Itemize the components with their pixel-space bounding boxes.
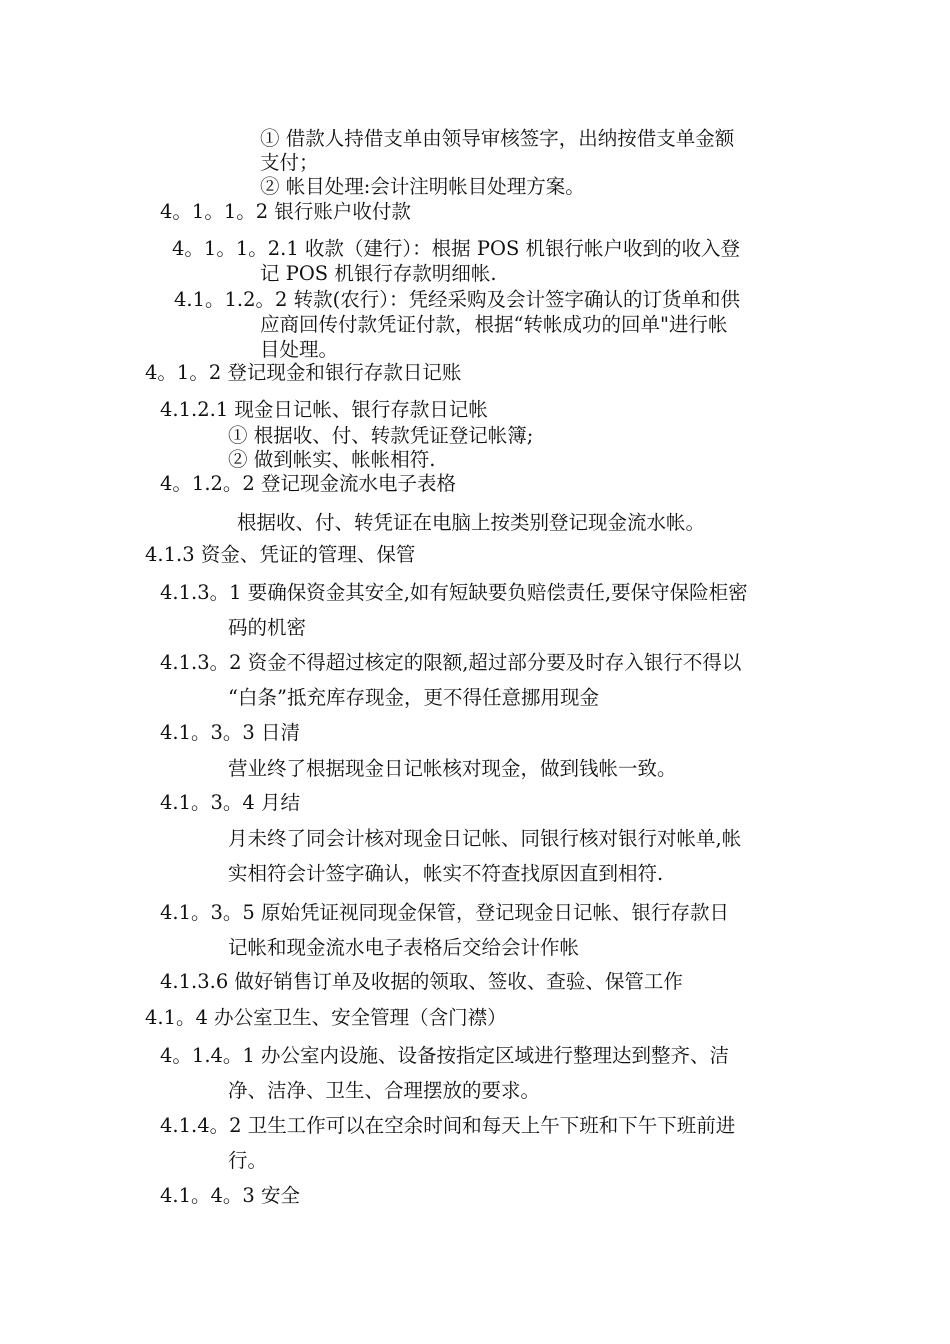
text-line: 记 POS 机银行存款明细帐. [260, 262, 497, 285]
text-line: ② 做到帐实、帐帐相符. [228, 448, 436, 471]
text-line: 4。1。1。2.1 收款（建行）：根据 POS 机银行帐户收到的收入登 [172, 237, 741, 260]
text-line: ② 帐目处理:会计注明帐目处理方案。 [260, 175, 585, 198]
text-line: 4.1。3。5 原始凭证视同现金保管，登记现金日记帐、银行存款日 [160, 901, 730, 924]
heading-line: 4。1.2。2 登记现金流水电子表格 [160, 472, 457, 495]
heading-line: 4.1.3 资金、凭证的管理、保管 [145, 543, 416, 566]
text-line: 行。 [228, 1149, 268, 1172]
text-line: 4.1.4。2 卫生工作可以在空余时间和每天上午下班和下午下班前进 [160, 1114, 736, 1137]
text-line: ① 借款人持借支单由领导审核签字，出纳按借支单金额 [260, 127, 735, 150]
heading-line: 4.1。4 办公室卫生、安全管理（含门襟） [145, 1006, 507, 1029]
text-line: 净、洁净、卫生、合理摆放的要求。 [228, 1079, 541, 1102]
text-line: 根据收、付、转凭证在电脑上按类别登记现金流水帐。 [237, 511, 706, 534]
text-line: “白条”抵充库存现金，更不得任意挪用现金 [228, 686, 599, 709]
text-line: 记帐和现金流水电子表格后交给会计作帐 [228, 936, 580, 959]
text-line: 目处理。 [260, 338, 339, 361]
text-line: 4.1.3.6 做好销售订单及收据的领取、签收、查验、保管工作 [160, 970, 683, 993]
text-line: ① 根据收、付、转款凭证登记帐簿; [228, 424, 534, 447]
text-line: 4.1.3。1 要确保资金其安全,如有短缺要负赔偿责任,要保守保险柜密 [160, 581, 748, 604]
text-line: 4。1.4。1 办公室内设施、设备按指定区域进行整理达到整齐、洁 [160, 1044, 730, 1067]
heading-line: 4.1。3。3 日清 [160, 721, 301, 744]
heading-line: 4.1。3。4 月结 [160, 791, 301, 814]
text-line: 码的机密 [228, 616, 307, 639]
text-line: 实相符会计签字确认，帐实不符查找原因直到相符. [228, 862, 664, 885]
heading-line: 4。1。1。2 银行账户收付款 [160, 200, 411, 223]
text-line: 应商回传付款凭证付款，根据“转帐成功的回单"进行帐 [260, 313, 728, 336]
text-line: 支付； [260, 151, 319, 174]
heading-line: 4.1.2.1 现金日记帐、银行存款日记帐 [160, 398, 488, 421]
heading-line: 4。1。2 登记现金和银行存款日记账 [145, 361, 462, 384]
heading-line: 4.1。4。3 安全 [160, 1184, 301, 1207]
text-line: 营业终了根据现金日记帐核对现金，做到钱帐一致。 [228, 757, 677, 780]
text-line: 月未终了同会计核对现金日记帐、同银行核对银行对帐单,帐 [228, 827, 742, 850]
text-line: 4.1。1.2。2 转款(农行）：凭经采购及会计签字确认的订货单和供 [174, 288, 740, 311]
text-line: 4.1.3。2 资金不得超过核定的限额,超过部分要及时存入银行不得以 [160, 651, 742, 674]
